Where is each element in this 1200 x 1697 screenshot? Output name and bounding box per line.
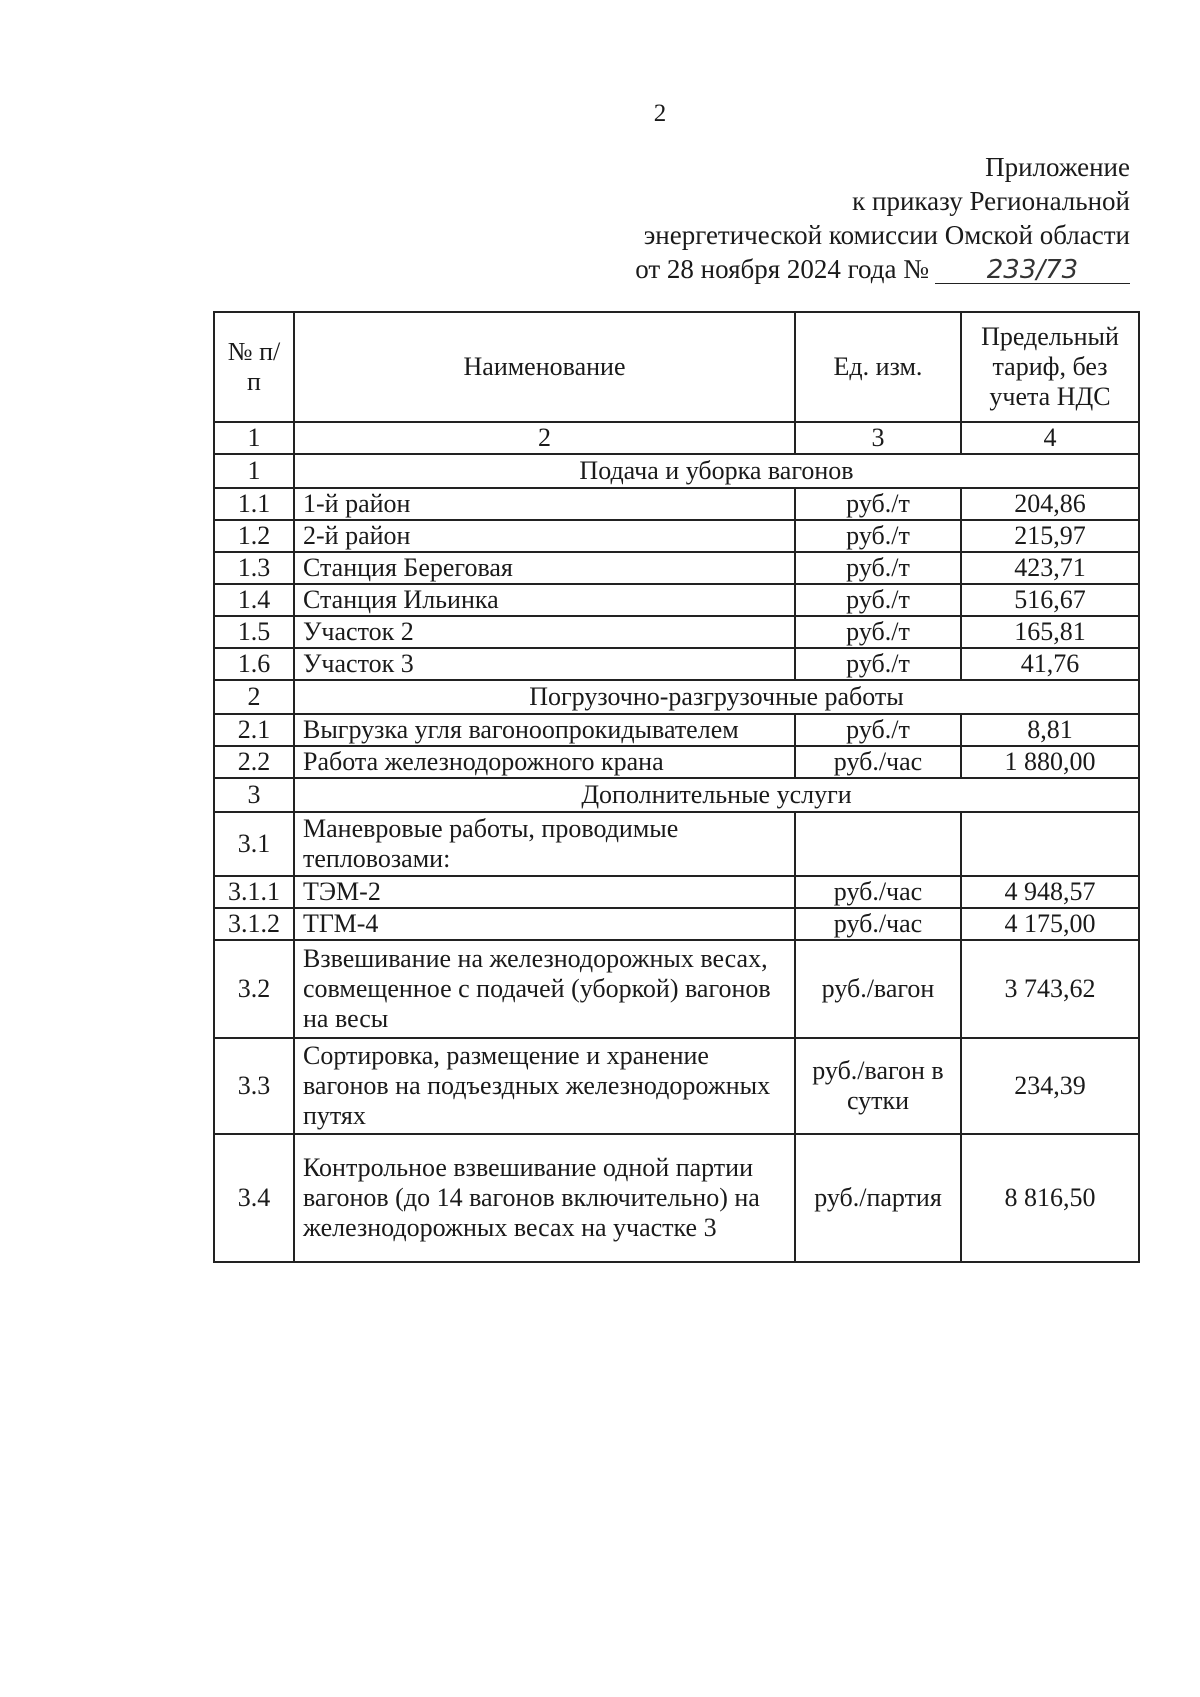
section-title: Погрузочно-разгрузочные работы [294, 680, 1139, 714]
row-price: 423,71 [961, 552, 1139, 584]
section-row [214, 454, 1139, 488]
table-row [214, 812, 1139, 876]
row-num: 3 [214, 778, 294, 812]
row-unit: руб./т [795, 552, 961, 584]
row-unit: руб./вагон в сутки [795, 1038, 961, 1134]
row-unit: руб./т [795, 488, 961, 520]
row-unit: руб./т [795, 714, 961, 746]
row-price: 4 948,57 [961, 876, 1139, 908]
row-name: ТЭМ-2 [294, 876, 795, 908]
row-unit: руб./час [795, 908, 961, 940]
header-name: Наименование [294, 312, 795, 422]
section-title: Подача и уборка вагонов [294, 454, 1139, 488]
commission-name: энергетической комиссии Омской области [643, 220, 1130, 250]
row-price: 215,97 [961, 520, 1139, 552]
row-num: 3.1.2 [214, 908, 294, 940]
table-row [214, 520, 1139, 552]
row-num: 3.1 [214, 812, 294, 876]
row-unit: руб./вагон [795, 940, 961, 1038]
row-price: 204,86 [961, 488, 1139, 520]
appendix-header [635, 150, 1130, 286]
order-number-handwritten: 233/73 [935, 257, 1130, 284]
row-num: 3.1.1 [214, 876, 294, 908]
table-row [214, 552, 1139, 584]
row-price: 234,39 [961, 1038, 1139, 1134]
row-num: 3.3 [214, 1038, 294, 1134]
row-num: 2.2 [214, 746, 294, 778]
row-name: Взвешивание на железнодорожных весах, совмещенное с подачей (уборкой) вагонов на весы [294, 940, 795, 1038]
row-num: 2 [214, 680, 294, 714]
row-unit: руб./т [795, 584, 961, 616]
row-name: Сортировка, размещение и хранение вагонов на подъездных железнодорожных путях [294, 1038, 795, 1134]
row-name: ТГМ-4 [294, 908, 795, 940]
table-row [214, 616, 1139, 648]
row-name: 1-й район [294, 488, 795, 520]
row-name: Работа железнодорожного крана [294, 746, 795, 778]
table-row [214, 1038, 1139, 1134]
row-name: Выгрузка угля вагоноопрокидывателем [294, 714, 795, 746]
row-price: 8 816,50 [961, 1134, 1139, 1262]
row-num: 1 [214, 454, 294, 488]
row-num: 1.2 [214, 520, 294, 552]
order-date-line [635, 252, 1130, 286]
page-number: 2 [653, 100, 667, 127]
table-row [214, 584, 1139, 616]
header-price: Предельный тариф, без учета НДС [961, 312, 1139, 422]
row-unit: руб./т [795, 520, 961, 552]
row-price [961, 812, 1139, 876]
row-name: 2-й район [294, 520, 795, 552]
table-row [214, 908, 1139, 940]
row-name: Станция Ильинка [294, 584, 795, 616]
table-row [214, 746, 1139, 778]
row-price: 4 175,00 [961, 908, 1139, 940]
row-num: 1.3 [214, 552, 294, 584]
row-price: 3 743,62 [961, 940, 1139, 1038]
row-unit: руб./час [795, 876, 961, 908]
header-num: № п/п [214, 312, 294, 422]
row-num: 1.5 [214, 616, 294, 648]
row-unit: руб./т [795, 648, 961, 680]
table-row [214, 648, 1139, 680]
tariff-table [213, 311, 1140, 1263]
table-row [214, 876, 1139, 908]
row-unit [795, 812, 961, 876]
row-price: 1 880,00 [961, 746, 1139, 778]
row-num: 1.1 [214, 488, 294, 520]
row-num: 3.4 [214, 1134, 294, 1262]
table-row [214, 488, 1139, 520]
order-date: от 28 ноября 2024 года № [635, 254, 929, 284]
row-num: 1.6 [214, 648, 294, 680]
row-num: 1.4 [214, 584, 294, 616]
order-reference: к приказу Региональной [852, 186, 1130, 216]
row-price: 165,81 [961, 616, 1139, 648]
row-name: Маневровые работы, проводимые тепловозами: [294, 812, 795, 876]
row-num: 3.2 [214, 940, 294, 1038]
column-index-row [214, 422, 1139, 454]
row-name: Участок 2 [294, 616, 795, 648]
table-row [214, 940, 1139, 1038]
table-row [214, 1134, 1139, 1262]
section-title: Дополнительные услуги [294, 778, 1139, 812]
section-row [214, 680, 1139, 714]
row-unit: руб./час [795, 746, 961, 778]
table-row [214, 714, 1139, 746]
row-num: 2.1 [214, 714, 294, 746]
row-name: Станция Береговая [294, 552, 795, 584]
column-index: 3 [795, 422, 961, 454]
table-header-row [214, 312, 1139, 422]
row-name: Контрольное взвешивание одной партии вагонов (до 14 вагонов включительно) на железнодорожных весах на участке 3 [294, 1134, 795, 1262]
row-price: 8,81 [961, 714, 1139, 746]
column-index: 2 [294, 422, 795, 454]
row-unit: руб./т [795, 616, 961, 648]
row-unit: руб./партия [795, 1134, 961, 1262]
header-unit: Ед. изм. [795, 312, 961, 422]
appendix-title: Приложение [985, 152, 1130, 182]
row-price: 516,67 [961, 584, 1139, 616]
row-price: 41,76 [961, 648, 1139, 680]
column-index: 1 [214, 422, 294, 454]
column-index: 4 [961, 422, 1139, 454]
section-row [214, 778, 1139, 812]
row-name: Участок 3 [294, 648, 795, 680]
